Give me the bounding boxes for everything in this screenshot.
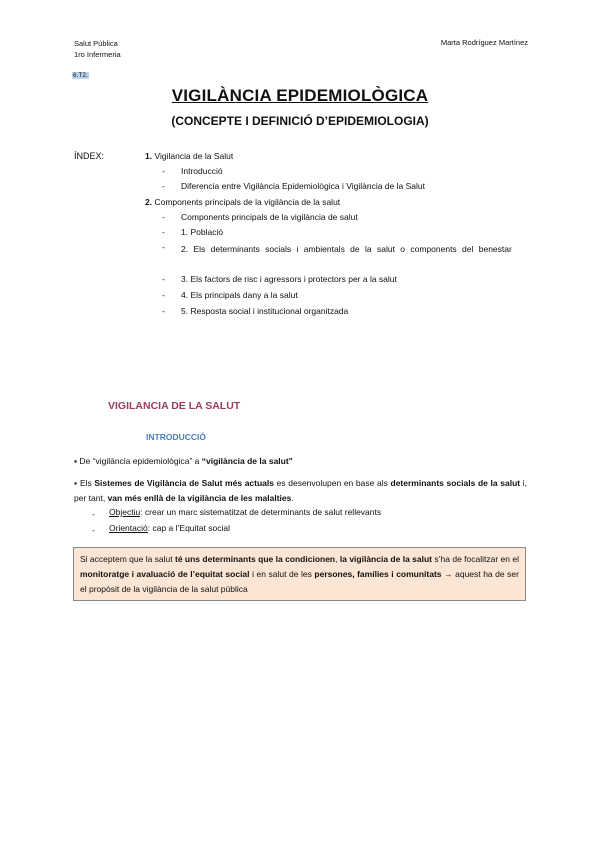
index-section-1-number: 1. xyxy=(145,151,153,161)
paragraph-2-text: Els xyxy=(79,478,95,488)
box-text: s’ha de focalitzar en el xyxy=(432,554,519,564)
paragraph-2-text: i, per tant, xyxy=(74,478,527,503)
index-item: Introducció xyxy=(181,166,223,176)
header-left xyxy=(74,38,121,60)
index-dash: - xyxy=(162,306,165,316)
sub-dash: - xyxy=(92,509,95,519)
index-dash: - xyxy=(162,212,165,222)
index-section-2-number: 2. xyxy=(145,197,153,207)
objective-label: Objectiu xyxy=(109,507,141,517)
box-text: i en salut de les xyxy=(249,569,315,579)
paragraph-2 xyxy=(74,476,527,506)
index-section-1-title: Vigilancia de la Salut xyxy=(154,151,234,161)
header-author: Marta Rodríguez Martínez xyxy=(440,38,528,47)
objective-line xyxy=(109,505,381,520)
objective-text: : crear un marc sistematitzat de determinants de salut rellevants xyxy=(140,507,382,517)
bullet-icon: ▪ xyxy=(74,456,78,466)
paragraph-2-bold: Sistemes de Vigilància de Salut més actuals xyxy=(94,478,274,488)
page-title: VIGILÀNCIA EPIDEMIOLÒGICA xyxy=(171,86,429,105)
index-section-2-title: Components principals de la vigilància de la salut xyxy=(154,197,341,207)
box-bold: monitoratge i avaluació de l’equitat social xyxy=(80,569,250,579)
orientation-label: Orientació xyxy=(109,523,148,533)
paragraph-1-text: De “vigilància epidemiològica” a xyxy=(79,456,202,466)
paragraph-2-bold: determinants socials de la salut xyxy=(390,478,521,488)
index-section-1 xyxy=(145,151,233,162)
sub-dash: - xyxy=(92,525,95,535)
box-bold: té uns determinants que la condicionen xyxy=(175,554,336,564)
box-bold: la vigilància de la salut xyxy=(339,554,433,564)
box-bold: persones, famílies i comunitats xyxy=(314,569,442,579)
index-item: Diferencia entre Vigilància Epidemiològica i Vigilància de la Salut xyxy=(181,181,425,191)
orientation-line xyxy=(109,521,230,536)
topic-tag: 6.T2. xyxy=(73,72,88,79)
paragraph-2-text: es desenvolupen en base als xyxy=(274,478,391,488)
index-item: 2. Els determinants socials i ambientals de la salut o components del benestar xyxy=(181,244,512,254)
orientation-text: : cap a l’Equitat social xyxy=(147,523,230,533)
index-dash: - xyxy=(162,227,165,237)
index-dash: - xyxy=(162,181,165,191)
box-text: → aquest ha de ser el propòsit de la vigilància de la salut pública xyxy=(80,569,519,594)
section-heading: VIGILANCIA DE LA SALUT xyxy=(108,400,241,412)
index-label: ÍNDEX: xyxy=(74,151,105,161)
paragraph-1-bold: “vigilància de la salut” xyxy=(201,456,293,466)
index-dash: - xyxy=(162,290,165,300)
paragraph-1 xyxy=(74,454,293,469)
paragraph-2-text: . xyxy=(291,493,294,503)
box-text: Si acceptem que la salut xyxy=(80,554,175,564)
paragraph-2-bold: van més enllà de la vigilància de les malalties xyxy=(107,493,292,503)
bullet-icon: ▪ xyxy=(74,478,78,488)
index-dash: - xyxy=(162,242,165,252)
index-item: 1. Població xyxy=(181,227,224,237)
box-text: , xyxy=(335,554,340,564)
index-item: 5. Resposta social i institucional organitzada xyxy=(181,306,349,316)
section-subheading: INTRODUCCIÓ xyxy=(146,432,206,442)
index-dash: - xyxy=(162,274,165,284)
index-section-2 xyxy=(145,197,340,208)
highlight-box xyxy=(73,547,526,601)
index-dash: - xyxy=(162,166,165,176)
index-item: 4. Els principals dany a la salut xyxy=(181,290,298,300)
index-item: Components principals de la vigilància de salut xyxy=(181,212,358,222)
header-course: Salut Pública xyxy=(74,39,118,48)
page-subtitle: (CONCEPTE I DEFINICIÓ D’EPIDEMIOLOGIA) xyxy=(171,114,429,128)
index-item: 3. Els factors de risc i agressors i protectors per a la salut xyxy=(181,274,397,284)
header-year: 1ro Infermeria xyxy=(74,50,121,59)
